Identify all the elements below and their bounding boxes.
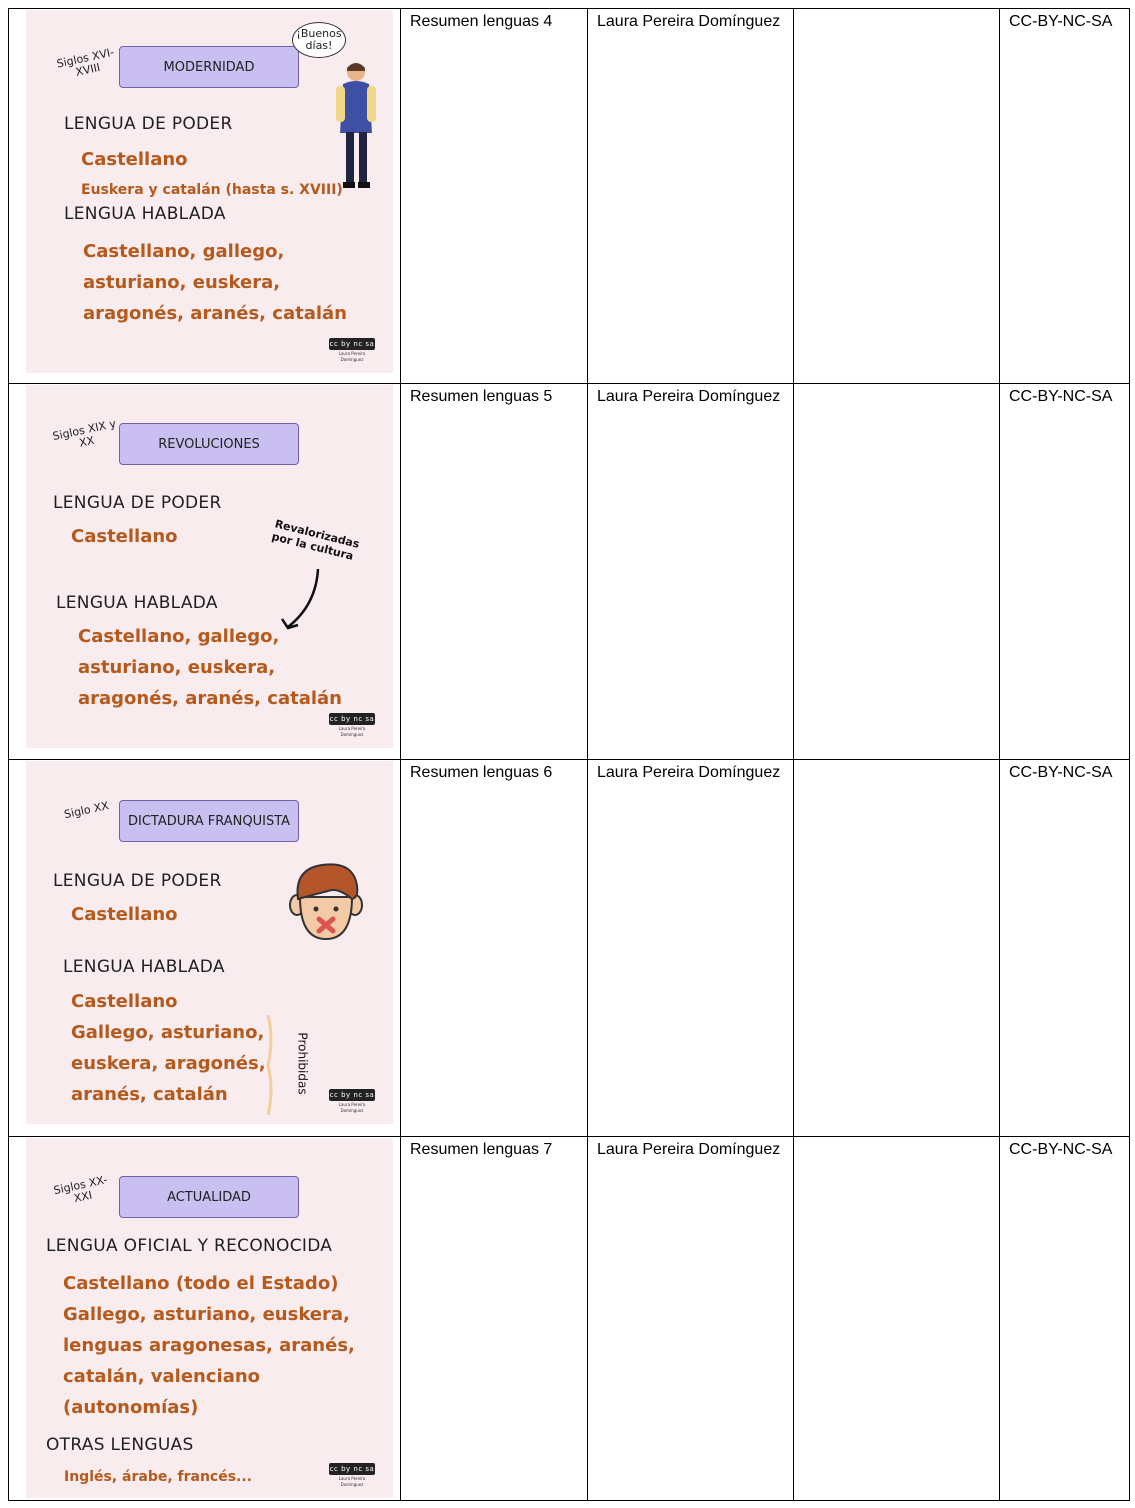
resource-author: Laura Pereira Domínguez [597,1141,781,1158]
official-languages-line: catalán, valenciano [63,1366,261,1387]
resource-table [8,8,1130,1501]
table-row [9,9,1130,384]
era-label: Siglos XVI-XVIII [55,45,116,79]
resource-title: Resumen lenguas 7 [410,1141,553,1158]
table-row [9,760,1130,1137]
spoken-languages-line: aranés, catalán [71,1084,228,1105]
official-heading: LENGUA OFICIAL Y RECONOCIDA [46,1236,333,1256]
power-language: Castellano [81,149,188,170]
cc-license-badge: cc by nc sa Laura Pereira Domínguez [329,1465,375,1487]
official-languages-line: Gallego, asturiano, euskera, [63,1304,350,1325]
spoken-heading: LENGUA HABLADA [63,957,225,977]
power-heading: LENGUA DE PODER [53,871,222,891]
era-title: DICTADURA FRANQUISTA [119,800,299,842]
empty-cell [794,9,999,12]
resource-title: Resumen lenguas 6 [410,764,553,781]
slide-revoluciones [26,385,393,748]
spoken-languages-line: aragonés, aranés, catalán [83,303,347,324]
resource-title: Resumen lenguas 5 [410,388,553,405]
silenced-face-icon [288,857,364,943]
spoken-languages-line: asturiano, euskera, [83,272,281,293]
slide-actualidad [26,1138,393,1498]
prohibited-label: Prohibidas [295,1032,310,1095]
resource-title: Resumen lenguas 4 [410,13,553,30]
brace-icon [264,1013,278,1117]
era-title: REVOLUCIONES [119,423,299,465]
era-label: Siglo XX [62,799,111,822]
official-languages-line: lenguas aragonesas, aranés, [63,1335,355,1356]
spoken-heading: LENGUA HABLADA [56,593,218,613]
empty-cell [794,384,999,387]
resource-license: CC-BY-NC-SA [1009,764,1113,781]
slide-cell [9,760,401,1137]
official-languages-line: (autonomías) [63,1397,199,1418]
power-heading: LENGUA DE PODER [53,493,222,513]
cc-license-badge: cc by nc sa Laura Pereira Domínguez [329,715,375,737]
power-heading: LENGUA DE PODER [64,114,233,134]
spoken-languages-line: Castellano, gallego, [78,626,280,647]
other-languages: Inglés, árabe, francés... [64,1469,253,1485]
slide-cell [9,9,401,384]
annotation-note: Revalorizadas por la cultura [270,517,361,563]
spoken-languages-line: Castellano, gallego, [83,241,285,262]
power-language: Castellano [71,526,178,547]
empty-cell [794,1137,999,1140]
resource-author: Laura Pereira Domínguez [597,13,781,30]
table-row [9,384,1130,760]
spoken-languages-line: Castellano [71,991,178,1012]
era-title: ACTUALIDAD [119,1176,299,1218]
power-language-secondary: Euskera y catalán (hasta s. XVIII) [81,182,343,198]
spoken-languages-line: asturiano, euskera, [78,657,276,678]
power-language: Castellano [71,904,178,925]
resource-license: CC-BY-NC-SA [1009,388,1113,405]
resource-license: CC-BY-NC-SA [1009,13,1113,30]
era-title: MODERNIDAD [119,46,299,88]
table-row [9,1137,1130,1501]
cc-license-badge: cc by nc sa Laura Pereira Domínguez [329,340,375,362]
spoken-languages-line: euskera, aragonés, [71,1053,266,1074]
cc-license-badge: cc by nc sa Laura Pereira Domínguez [329,1091,375,1113]
curved-arrow-icon [278,565,328,635]
empty-cell [794,760,999,763]
spoken-heading: LENGUA HABLADA [64,204,226,224]
era-label: Siglos XX-XXI [52,1173,109,1206]
resource-author: Laura Pereira Domínguez [597,388,781,405]
other-languages-heading: OTRAS LENGUAS [46,1435,194,1455]
resource-author: Laura Pereira Domínguez [597,764,781,781]
slide-cell [9,1137,401,1501]
spoken-languages-line: Gallego, asturiano, [71,1022,265,1043]
era-label: Siglos XIX y XX [51,417,118,450]
spoken-languages-line: aragonés, aranés, catalán [78,688,342,709]
speech-bubble: ¡Buenos días! [292,22,346,58]
slide-modernidad [26,10,393,373]
resource-license: CC-BY-NC-SA [1009,1141,1113,1158]
slide-cell [9,384,401,760]
slide-dictadura [26,761,393,1124]
official-languages-line: Castellano (todo el Estado) [63,1273,339,1294]
